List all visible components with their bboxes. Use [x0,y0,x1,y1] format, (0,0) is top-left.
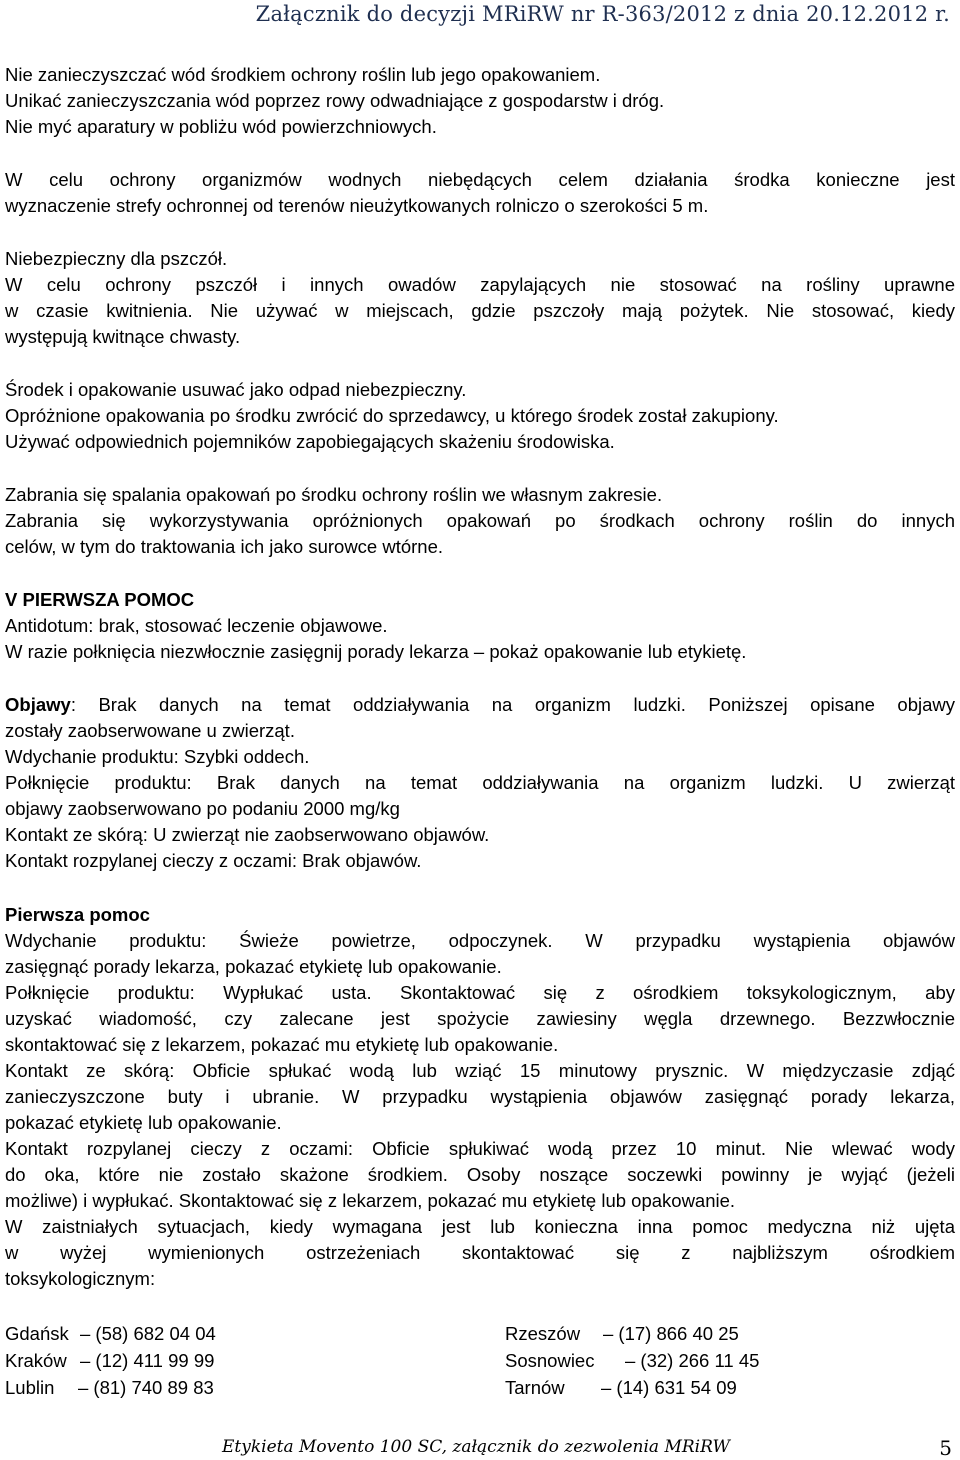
text-line: Zabrania się wykorzystywania opróżnionych opakowań po środkach ochrony roślin do innych [5,510,955,531]
text-line: Używać odpowiednich pojemników zapobiegających skażeniu środowiska. [5,431,615,452]
text-line: zanieczyszczone buty i ubranie. W przypadku wystąpienia objawów zasięgnąć porady lekarza, [5,1086,955,1107]
text-line: wyznaczenie strefy ochronnej od terenów nieużytkowanych rolniczo o szerokości 5 m. [5,195,709,216]
disposal-paragraph [5,377,955,455]
text-line: W celu ochrony pszczół i innych owadów zapylających nie stosować na rośliny uprawne [5,274,955,295]
water-protection-paragraph [5,62,955,140]
text-line: Środek i opakowanie usuwać jako odpad niebezpieczny. [5,379,467,400]
contact-entry [505,1347,945,1374]
text-line: Połknięcie produktu: Brak danych na temat oddziaływania na organizm ludzki. U zwierząt [5,772,955,793]
contact-city: Kraków [5,1350,67,1371]
contacts-left-column [5,1320,425,1401]
text-line: Unikać zanieczyszczania wód poprzez rowy odwadniające z gospodarstw i dróg. [5,90,665,111]
symptoms-label: Objawy [5,694,71,715]
contact-entry [505,1320,945,1347]
text-line: w wyżej wymienionych ostrzeżeniach skontaktować się z najbliższym ośrodkiem [5,1242,955,1263]
contact-entry [5,1320,425,1347]
text-line: skontaktować się z lekarzem, pokazać mu etykietę lub opakowanie. [5,1034,559,1055]
buffer-zone-paragraph [5,167,955,219]
contact-entry [5,1374,425,1401]
contact-city: Lublin [5,1377,55,1398]
text-line: w czasie kwitnienia. Nie używać w miejscach, gdzie pszczoły mają pożytek. Nie stosować, kiedy [5,300,955,321]
text-line: Kontakt ze skórą: Obficie spłukać wodą lub wziąć 15 minutowy prysznic. W międzyczasie zdjąć [5,1060,955,1081]
text-line: W razie połknięcia niezwłocznie zasięgnij porady lekarza – pokaż opakowanie lub etykietę. [5,641,747,662]
page-number: 5 [939,1436,952,1460]
subsection-heading: Pierwsza pomoc [5,904,150,925]
text-line: Wdychanie produktu: Szybki oddech. [5,746,310,767]
contact-phone: – (17) 866 40 25 [603,1323,739,1344]
contacts-right-column [505,1320,945,1401]
text-line: możliwe) i wypłukać. Skontaktować się z lekarzem, pokazać mu etykietę lub opakowanie. [5,1190,736,1211]
first-aid-instructions [5,902,955,1292]
text-line: W celu ochrony organizmów wodnych niebędących celem działania środka konieczne jest [5,169,955,190]
text-line: Wdychanie produktu: Świeże powietrze, odpoczynek. W przypadku wystąpienia objawów [5,930,955,951]
text-line: Kontakt rozpylanej cieczy z oczami: Brak objawów. [5,850,422,871]
contact-phone: – (12) 411 99 99 [80,1350,215,1371]
text-line: Zabrania się spalania opakowań po środku ochrony roślin we własnym zakresie. [5,484,663,505]
symptoms-paragraph [5,692,955,874]
text-line: Kontakt rozpylanej cieczy z oczami: Obficie spłukiwać wodą przez 10 minut. Nie wlewać wody [5,1138,955,1159]
contact-phone: – (58) 682 04 04 [80,1323,216,1344]
contact-phone: – (14) 631 54 09 [601,1377,737,1398]
text-line: toksykologicznym: [5,1268,156,1289]
page-footer: Etykieta Movento 100 SC, załącznik do zezwolenia MRiRW [222,1437,730,1457]
toxicology-contacts [5,1320,955,1402]
text-line: objawy zaobserwowano po podaniu 2000 mg/kg [5,798,400,819]
text-line: Opróżnione opakowania po środku zwrócić do sprzedawcy, u którego środek został zakupiony. [5,405,779,426]
section-heading: V PIERWSZA POMOC [5,589,195,610]
contact-entry [505,1374,945,1401]
bees-paragraph [5,246,955,350]
contact-phone: – (81) 740 89 83 [78,1377,214,1398]
page-header: Załącznik do decyzji MRiRW nr R-363/2012 z dnia 20.12.2012 r. [255,2,950,26]
text-line: Nie zanieczyszczać wód środkiem ochrony roślin lub jego opakowaniem. [5,64,601,85]
text-line [5,692,955,718]
contact-phone: – (32) 266 11 45 [625,1350,760,1371]
text-line: W zaistniałych sytuacjach, kiedy wymagana jest lub konieczna inna pomoc medyczna niż ujęta [5,1216,955,1237]
text-line: Nie myć aparatury w pobliżu wód powierzchniowych. [5,116,437,137]
text-line: Niebezpieczny dla pszczół. [5,248,228,269]
text-line: zostały zaobserwowane u zwierząt. [5,720,295,741]
first-aid-section [5,587,955,665]
text-line: do oka, które nie zostało skażone środkiem. Osoby noszące soczewki powinny je wyjąć (jeżeli [5,1164,955,1185]
text-line: Połknięcie produktu: Wypłukać usta. Skontaktować się z ośrodkiem toksykologicznym, aby [5,982,955,1003]
contact-city: Gdańsk [5,1323,69,1344]
contact-city: Tarnów [505,1377,565,1398]
text-line: zasięgnąć porady lekarza, pokazać etykietę lub opakowanie. [5,956,502,977]
text-line: Antidotum: brak, stosować leczenie objawowe. [5,615,388,636]
text-line: pokazać etykietę lub opakowanie. [5,1112,282,1133]
text-line: celów, w tym do traktowania ich jako surowce wtórne. [5,536,444,557]
symptoms-text: : Brak danych na temat oddziaływania na organizm ludzki. Poniższej opisane objawy [70,694,955,715]
text-line: występują kwitnące chwasty. [5,326,241,347]
contact-city: Rzeszów [505,1323,581,1344]
contact-city: Sosnowiec [505,1350,595,1371]
contact-entry [5,1347,425,1374]
packaging-paragraph [5,482,955,560]
text-line: uzyskać wiadomość, czy zalecane jest spożycie zawiesiny węgla drzewnego. Bezzwłocznie [5,1008,955,1029]
text-line: Kontakt ze skórą: U zwierząt nie zaobserwowano objawów. [5,824,490,845]
document-body [5,62,955,1402]
